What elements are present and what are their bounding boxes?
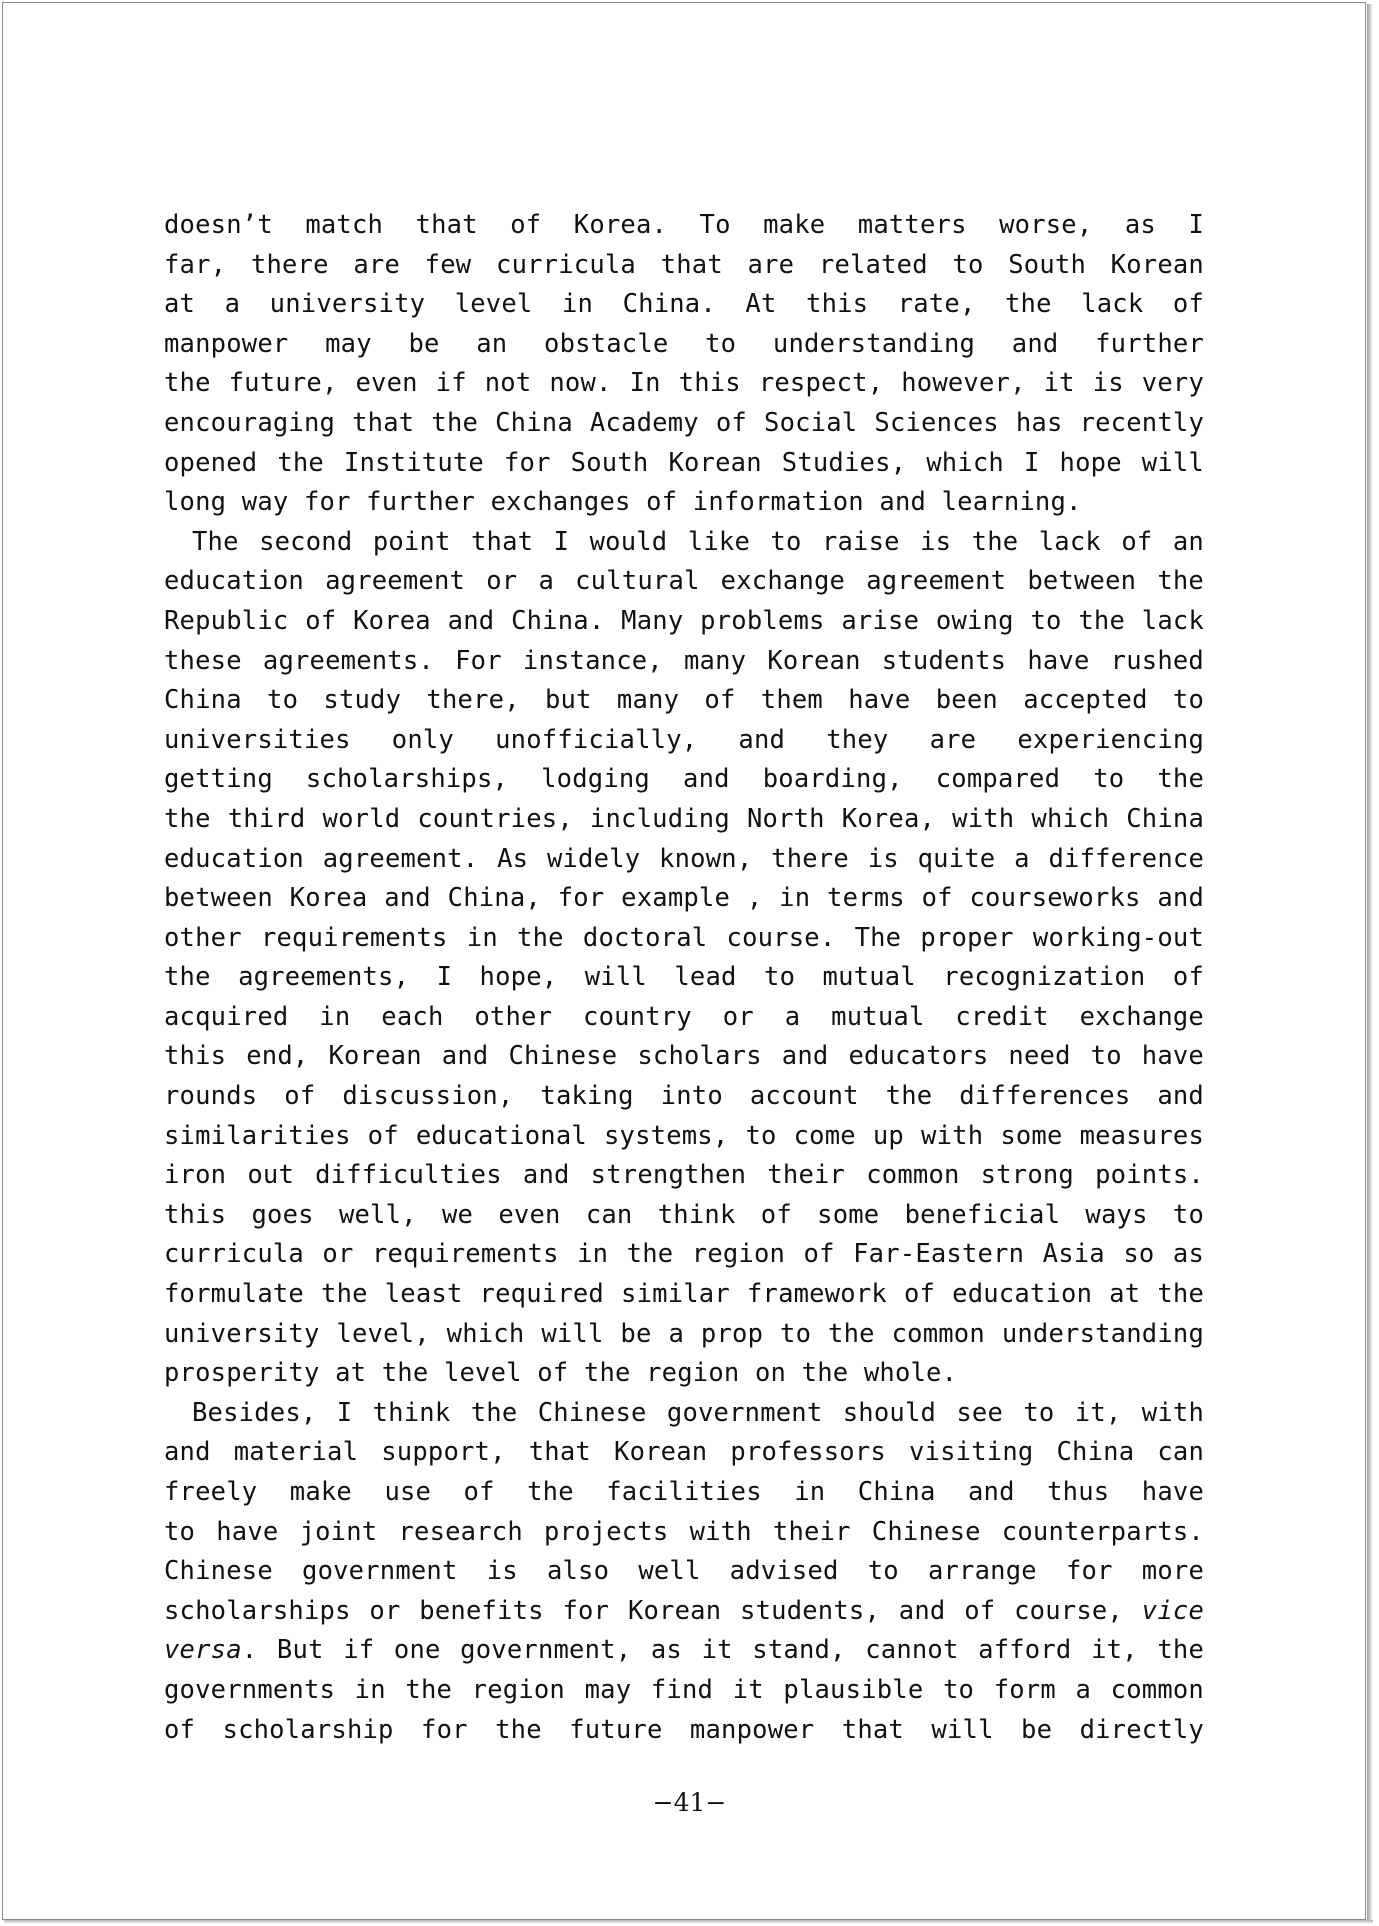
text-line: curricula or requirements in the region of Far-Eastern Asia so as xyxy=(164,1239,1204,1270)
text-line: Chinese government is also well advised to arrange for more xyxy=(164,1556,1204,1587)
text-line: prosperity at the level of the region on the whole. xyxy=(164,1358,958,1389)
text-line: education agreement or a cultural exchange agreement between the xyxy=(164,566,1204,597)
text-line: doesn’t match that of Korea. To make matters worse, as I xyxy=(164,210,1204,240)
text-line: Besides, I think the Chinese government should see to it, with xyxy=(192,1397,1204,1428)
text-line: and material support, that Korean professors visiting China can xyxy=(164,1437,1204,1468)
text-line: to have joint research projects with their Chinese counterparts. xyxy=(164,1516,1204,1547)
paragraph-3 xyxy=(164,1394,1204,1750)
text-line: at a university level in China. At this rate, the lack of xyxy=(164,289,1204,320)
text-line: this goes well, we even can think of some beneficial ways to xyxy=(164,1199,1204,1230)
page-bottom-shadow xyxy=(4,1920,1373,1924)
body-text xyxy=(164,206,1204,1750)
page-number: −41− xyxy=(652,1788,727,1817)
text-line-with-italic xyxy=(164,1631,1204,1671)
text-line: university level, which will be a prop to the common understanding xyxy=(164,1318,1204,1349)
text-line: China to study there, but many of them have been accepted to xyxy=(164,685,1204,716)
text-line: the future, even if not now. In this respect, however, it is very xyxy=(164,368,1204,399)
text-line: of scholarship for the future manpower that will be directly xyxy=(164,1714,1204,1745)
text-line: rounds of discussion, taking into account the differences and xyxy=(164,1081,1204,1112)
text-line: far, there are few curricula that are related to South Korean xyxy=(164,249,1204,280)
text-line: governments in the region may find it plausible to form a common xyxy=(164,1674,1204,1705)
text-line: iron out difficulties and strengthen their common strong points. xyxy=(164,1160,1204,1191)
text-segment: . But if one government, as it stand, cannot afford it, the xyxy=(241,1635,1204,1666)
text-line: long way for further exchanges of information and learning. xyxy=(164,487,1082,518)
text-line: these agreements. For instance, many Korean students have rushed xyxy=(164,645,1204,676)
text-line: this end, Korean and Chinese scholars and educators need to have xyxy=(164,1041,1204,1072)
text-line: manpower may be an obstacle to understanding and further xyxy=(164,328,1204,359)
text-line: education agreement. As widely known, there is quite a difference xyxy=(164,843,1204,874)
text-line: getting scholarships, lodging and boarding, compared to the xyxy=(164,764,1204,795)
text-line: universities only unofficially, and they are experiencing xyxy=(164,724,1204,755)
text-line-with-italic xyxy=(164,1592,1204,1632)
text-line: encouraging that the China Academy of Social Sciences has recently xyxy=(164,407,1204,438)
text-line: freely make use of the facilities in China and thus have xyxy=(164,1477,1204,1507)
text-line: similarities of educational systems, to come up with some measures xyxy=(164,1120,1204,1151)
italic-phrase: vice xyxy=(1141,1595,1204,1626)
text-line: Republic of Korea and China. Many problems arise owing to the lack xyxy=(164,605,1204,636)
text-line: the third world countries, including North Korea, with which China xyxy=(164,803,1204,834)
italic-phrase: versa xyxy=(164,1635,242,1666)
text-line: opened the Institute for South Korean Studies, which I hope will xyxy=(164,447,1204,478)
text-segment: scholarships or benefits for Korean students, and of course, xyxy=(164,1595,1142,1626)
text-line: the agreements, I hope, will lead to mutual recognization of xyxy=(164,962,1204,993)
text-line: The second point that I would like to raise is the lack of an xyxy=(192,526,1204,557)
text-line: formulate the least required similar framework of education at the xyxy=(164,1279,1204,1310)
text-line: between Korea and China, for example , in terms of courseworks and xyxy=(164,883,1204,914)
text-line: acquired in each other country or a mutual credit exchange xyxy=(164,1001,1204,1032)
page-edge-shadow xyxy=(1367,4,1373,1922)
text-line: other requirements in the doctoral course. The proper working-out xyxy=(164,922,1204,953)
paragraph-2 xyxy=(164,523,1204,1394)
paragraph-1 xyxy=(164,206,1204,523)
